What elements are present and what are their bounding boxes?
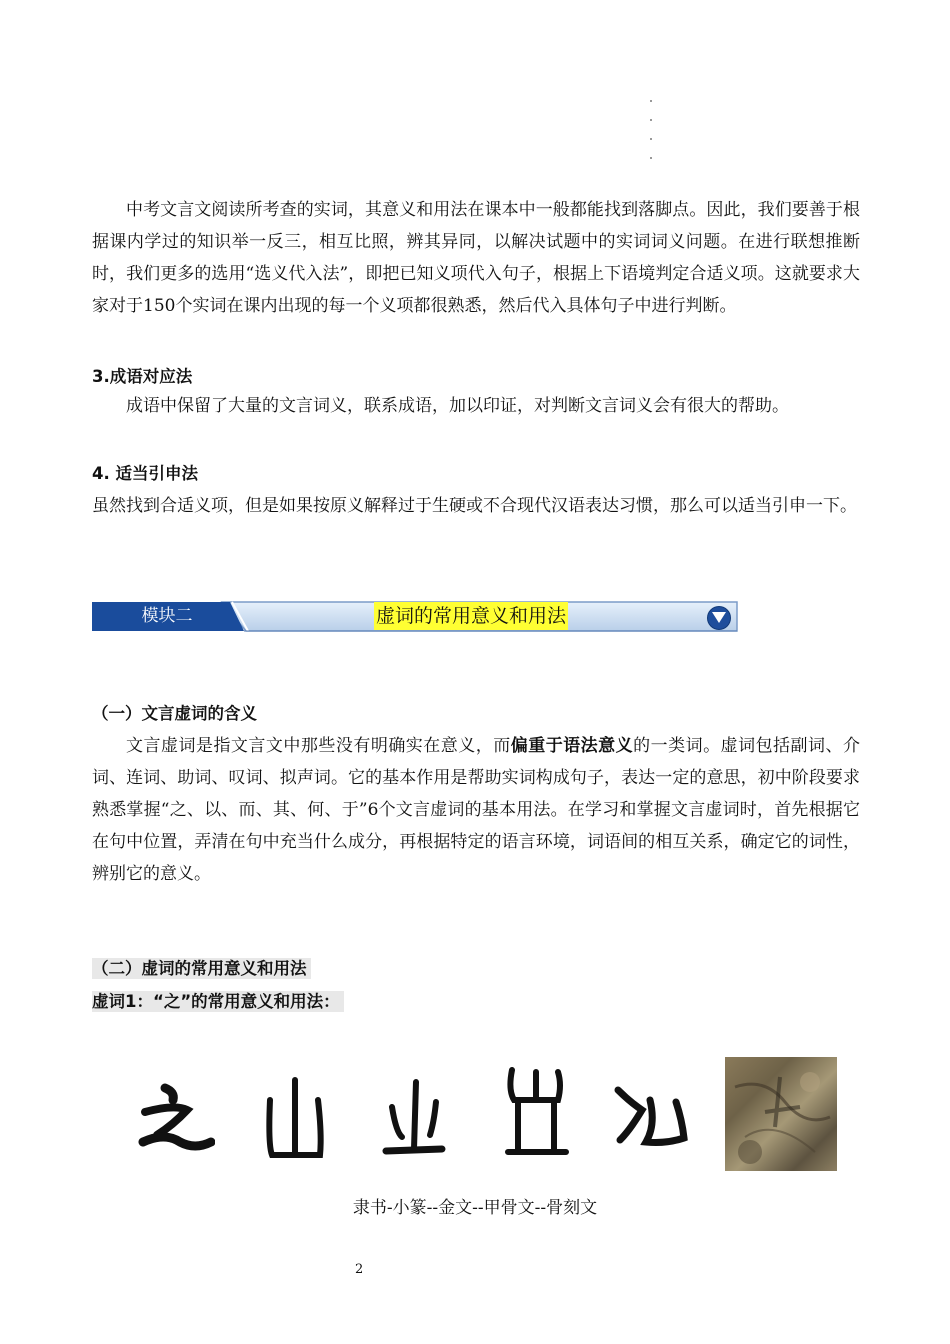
part1-text-a: 文言虚词是指文言文中那些没有明确实在意义，而 <box>126 736 511 756</box>
part2-heading <box>92 955 311 979</box>
method4-paragraph: 虽然找到合适义项，但是如果按原义解释过于生硬或不合现代汉语表达习惯，那么可以适当引申一下。 <box>92 496 857 516</box>
clerical-script-glyph <box>135 1080 215 1155</box>
method3-heading: 3.成语对应法 <box>92 367 193 386</box>
part2-subheading <box>92 988 344 1012</box>
module-title: 虚词的常用意义和用法 <box>374 602 568 630</box>
method3-paragraph: 成语中保留了大量的文言词义，联系成语，加以印证，对判断文言词义会有很大的帮助。 <box>126 396 789 416</box>
intro-paragraph: 中考文言文阅读所考查的实词，其意义和用法在课本中一般都能找到落脚点。因此，我们要善于根据课内学过的知识举一反三，相互比照，辨其异同，以解决试题中的实词词义问题。在进行联想推断时，我们更多的选用“选义代入法”，即把已知义项代入句子，根据上下语境判定合适义项。这就要求大家对于150个实词在课内出现的每一个义项都很熟悉，然后代入具体句子中进行判断。 <box>92 200 860 316</box>
collapse-toggle-button[interactable] <box>707 606 731 630</box>
part2-title: （二）虚词的常用意义和用法 <box>92 958 311 979</box>
bone-carving-photo <box>725 1057 837 1171</box>
method4-heading: 4. 适当引申法 <box>92 464 198 483</box>
margin-dots <box>650 100 654 176</box>
part2-subtitle: 虚词1：“之”的常用意义和用法： <box>92 991 344 1012</box>
part1-paragraph <box>92 730 860 890</box>
page-number: 2 <box>355 1262 364 1277</box>
chevron-down-icon <box>712 612 726 624</box>
figure-caption: 隶书-小篆--金文--甲骨文--骨刻文 <box>352 1198 598 1218</box>
module-banner <box>92 600 742 634</box>
photo-texture <box>725 1057 837 1171</box>
bone-carving-glyph <box>610 1080 695 1155</box>
module-tag: 模块二 <box>141 606 193 626</box>
small-seal-glyph <box>260 1075 330 1165</box>
oracle-bone-glyph <box>500 1060 575 1165</box>
part1-text-bold: 偏重于语法意义 <box>510 736 634 756</box>
part1-text-b: 的一类词。虚词包括副词、介词、连词、助词、叹词、拟声词。它的基本作用是帮助实词构成句子，表达一定的意思，初中阶段要求熟悉掌握“之、以、而、其、何、于”6个文言虚词的基本用法。在学习和掌握文言虚词时，首先根据它在句中位置，弄清在句中充当什么成分，再根据特定的语言环境，词语间的相互关系，确定它的词性，辨别它的意义。 <box>92 736 861 884</box>
part1-heading: （一）文言虚词的含义 <box>92 704 257 723</box>
zhi-character-figure <box>130 1055 850 1185</box>
bronze-script-glyph <box>378 1077 448 1162</box>
